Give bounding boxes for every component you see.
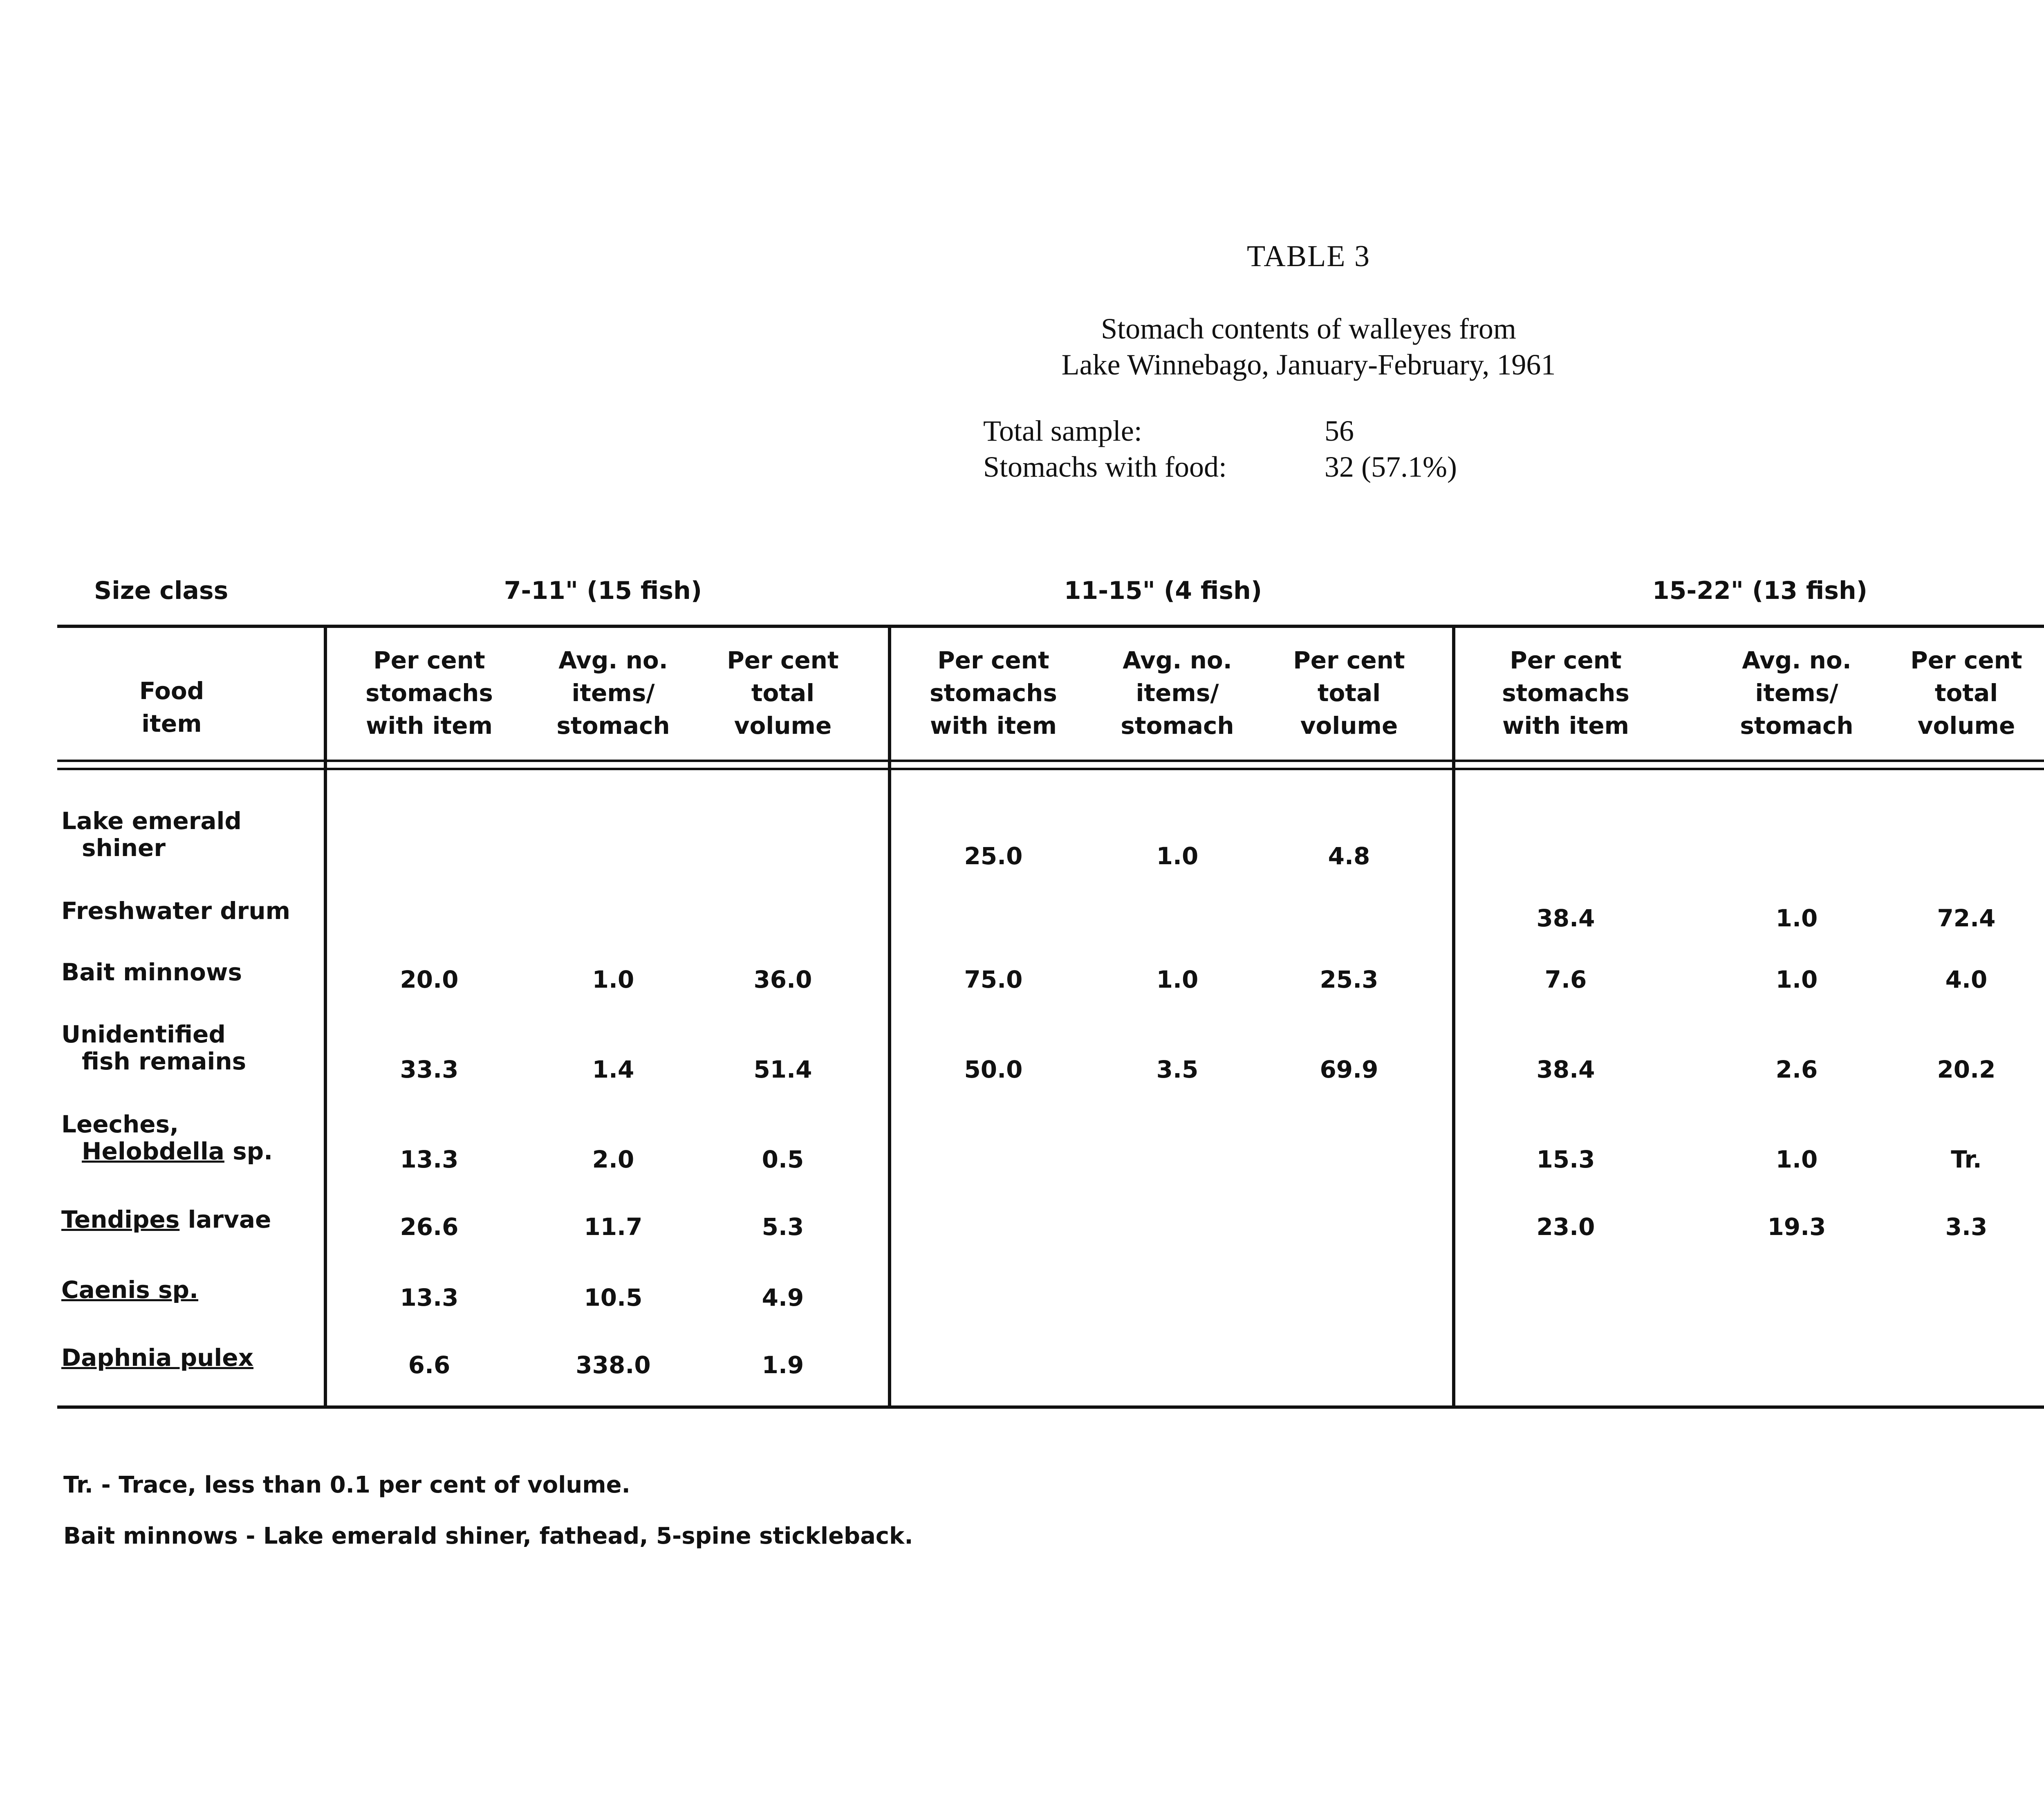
subheader-line: total	[1934, 679, 1998, 707]
table-cell: 7.6	[1544, 966, 1587, 993]
group-header-11-15: 11-15" (4 fish)	[1064, 576, 1262, 605]
column-subheader	[536, 644, 691, 742]
table-cell: 75.0	[964, 966, 1023, 993]
scientific-name: Helobdella	[82, 1137, 224, 1165]
food-item-header-line-2: item	[141, 710, 202, 737]
subheader-line: with item	[365, 712, 493, 740]
table-cell: 1.0	[592, 966, 634, 993]
table-cell: 4.9	[762, 1284, 804, 1311]
food-label-line-2: shiner	[82, 834, 166, 862]
table-cell: 26.6	[400, 1213, 459, 1241]
column-divider-1	[324, 625, 327, 1407]
subheader-line: items/	[1755, 679, 1838, 707]
subheader-line: total	[1317, 679, 1381, 707]
subheader-line: Avg. no.	[1742, 646, 1851, 674]
table-cell: 0.5	[762, 1145, 804, 1173]
subheader-line: stomachs	[930, 679, 1057, 707]
table-cell: 38.4	[1536, 1056, 1595, 1083]
food-leeches	[61, 1111, 273, 1165]
table-cell: 38.4	[1536, 904, 1595, 932]
table-top-rule	[57, 625, 2044, 628]
table-cell: 1.0	[1775, 1145, 1818, 1173]
column-subheader	[1271, 644, 1427, 742]
subheader-line: Avg. no.	[1123, 646, 1232, 674]
table-cell: 338.0	[576, 1351, 651, 1379]
table-cell: 3.5	[1156, 1056, 1199, 1083]
table-cell: 6.6	[408, 1351, 450, 1379]
table-cell: 13.3	[400, 1145, 459, 1173]
column-subheader	[1488, 644, 1643, 742]
table-cell: 3.3	[1945, 1213, 1988, 1241]
table-cell: 20.2	[1937, 1056, 1996, 1083]
column-subheader	[1100, 644, 1255, 742]
subheader-line: Per cent	[1910, 646, 2022, 674]
subheader-line: with item	[930, 712, 1057, 740]
table-cell: 69.9	[1320, 1056, 1378, 1083]
subheader-line: stomachs	[365, 679, 493, 707]
subtitle-line-1: Stomach contents of walleyes from	[1101, 312, 1516, 345]
food-item-header	[57, 675, 286, 740]
subtitle-line-2: Lake Winnebago, January-February, 1961	[1061, 348, 1556, 381]
column-divider-2	[888, 625, 891, 1407]
column-divider-3	[1452, 625, 1455, 1407]
subheader-line: volume	[734, 712, 832, 740]
subheader-line: volume	[1300, 712, 1398, 740]
subheader-line: Per cent	[937, 646, 1049, 674]
table-cell: 20.0	[400, 966, 459, 993]
food-unidentified-fish-remains	[61, 1021, 246, 1075]
table-subtitle	[0, 311, 2044, 383]
food-lake-emerald-shiner	[61, 807, 242, 861]
table-cell: 4.8	[1328, 842, 1370, 870]
food-label-line-2: Helobdella sp.	[82, 1137, 273, 1165]
column-subheader	[916, 644, 1071, 742]
sample-values	[1325, 413, 1457, 485]
table-cell: 4.0	[1945, 966, 1988, 993]
subheader-line: with item	[1502, 712, 1629, 740]
table-cell: 1.0	[1775, 966, 1818, 993]
food-daphnia-pulex: Daphnia pulex	[61, 1344, 254, 1372]
group-header-7-11: 7-11" (15 fish)	[504, 576, 702, 605]
subheader-line: Per cent	[1293, 646, 1405, 674]
food-item-header-line-1: Food	[139, 677, 204, 705]
table-cell: 2.0	[592, 1145, 634, 1173]
table-cell: 15.3	[1536, 1145, 1595, 1173]
table-cell: 5.3	[762, 1213, 804, 1241]
food-label-line-1: Lake emerald	[61, 807, 242, 835]
table-cell: 36.0	[753, 966, 812, 993]
table-cell: 19.3	[1767, 1213, 1826, 1241]
table-cell: 13.3	[400, 1284, 459, 1311]
subheader-line: stomach	[1121, 712, 1234, 740]
column-subheader	[352, 644, 507, 742]
table-cell: 23.0	[1536, 1213, 1595, 1241]
subheader-line: Per cent	[727, 646, 839, 674]
food-bait-minnows: Bait minnows	[61, 958, 242, 986]
food-label-line-1: Unidentified	[61, 1020, 226, 1048]
stomachs-with-food-value: 32 (57.1%)	[1325, 451, 1457, 483]
table-cell: 1.0	[1156, 842, 1199, 870]
table-cell: Tr.	[1951, 1145, 1982, 1173]
scientific-name: Tendipes	[61, 1206, 180, 1233]
food-label-line-1: Leeches,	[61, 1110, 179, 1138]
total-sample-label: Total sample:	[983, 415, 1142, 447]
header-double-rule-1	[57, 760, 2044, 762]
table-cell: 51.4	[753, 1056, 812, 1083]
table-title: TABLE 3	[1247, 240, 1370, 273]
size-class-label: Size class	[94, 576, 229, 605]
table-cell: 33.3	[400, 1056, 459, 1083]
table-cell: 1.0	[1775, 904, 1818, 932]
food-caenis: Caenis sp.	[61, 1276, 199, 1304]
table-cell: 25.3	[1320, 966, 1378, 993]
table-cell: 72.4	[1937, 904, 1996, 932]
table-cell: 1.0	[1156, 966, 1199, 993]
group-header-15-22: 15-22" (13 fish)	[1652, 576, 1868, 605]
subheader-line: stomach	[556, 712, 670, 740]
sample-labels	[983, 413, 1227, 485]
column-subheader	[1889, 644, 2044, 742]
table-cell: 11.7	[584, 1213, 643, 1241]
subheader-line: Per cent	[373, 646, 485, 674]
table-cell: 2.6	[1775, 1056, 1818, 1083]
footnote-trace: Tr. - Trace, less than 0.1 per cent of volume.	[63, 1472, 630, 1498]
subheader-line: Per cent	[1510, 646, 1622, 674]
footnote-bait-minnows: Bait minnows - Lake emerald shiner, fathead, 5-spine stickleback.	[63, 1523, 913, 1549]
subheader-line: total	[751, 679, 815, 707]
total-sample-value: 56	[1325, 415, 1354, 447]
stomachs-with-food-label: Stomachs with food:	[983, 451, 1227, 483]
subheader-line: items/	[1136, 679, 1219, 707]
table-cell: 50.0	[964, 1056, 1023, 1083]
food-freshwater-drum: Freshwater drum	[61, 897, 291, 925]
header-double-rule-2	[57, 768, 2044, 770]
table-bottom-rule	[57, 1405, 2044, 1409]
subheader-line: stomach	[1740, 712, 1853, 740]
food-tendipes-larvae: Tendipes larvae	[61, 1206, 271, 1233]
table-cell: 25.0	[964, 842, 1023, 870]
table-cell: 1.4	[592, 1056, 634, 1083]
table-cell: 1.9	[762, 1351, 804, 1379]
subheader-line: volume	[1917, 712, 2015, 740]
subheader-line: items/	[572, 679, 655, 707]
table-cell: 10.5	[584, 1284, 643, 1311]
column-subheader	[1719, 644, 1874, 742]
subheader-line: Avg. no.	[558, 646, 668, 674]
food-label-line-2: fish remains	[82, 1047, 247, 1075]
subheader-line: stomachs	[1502, 679, 1629, 707]
column-subheader	[705, 644, 861, 742]
